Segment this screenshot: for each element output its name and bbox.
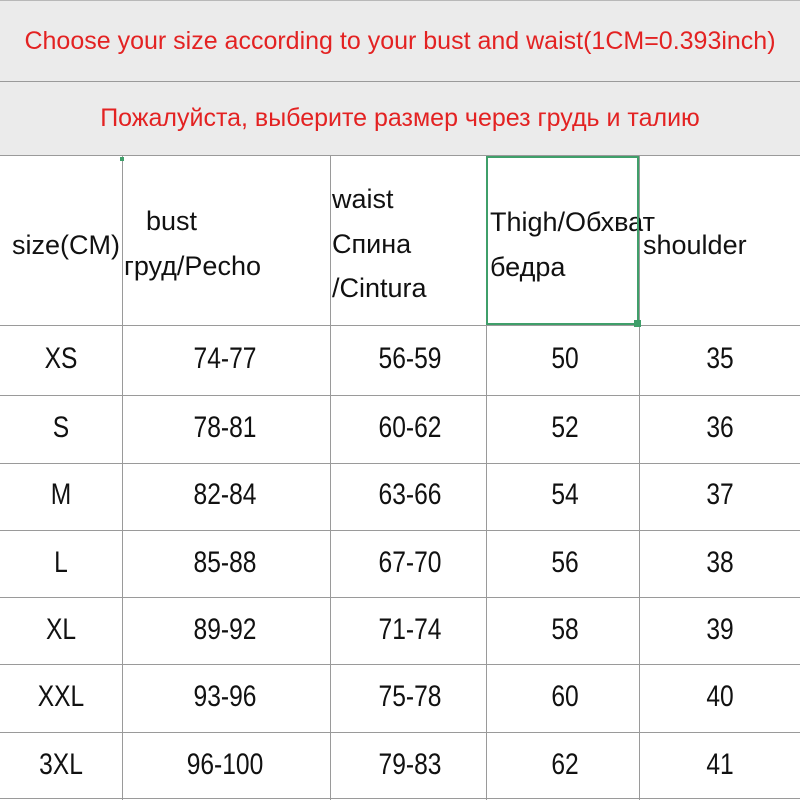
- cell-size: L: [54, 546, 68, 579]
- header-waist-line1: waist: [332, 184, 394, 214]
- cell-waist: 67-70: [378, 546, 442, 579]
- cell-shoulder: 35: [706, 342, 734, 375]
- banner-english-text: Choose your size according to your bust and waist(1CM=0.393inch): [24, 26, 776, 55]
- cell-thigh: 54: [551, 478, 579, 511]
- header-size: size(CM): [12, 230, 120, 260]
- cell-size: M: [50, 478, 72, 511]
- cell-waist: 63-66: [378, 478, 442, 511]
- cell-bust: 74-77: [193, 342, 257, 375]
- row-divider: [0, 798, 800, 799]
- column-divider: [330, 156, 331, 800]
- row-divider: [0, 395, 800, 396]
- header-bust-line1: bust: [146, 206, 198, 236]
- cell-size: XXL: [37, 680, 85, 713]
- cell-waist: 75-78: [378, 680, 442, 713]
- header-thigh-line2: бедра: [490, 252, 566, 282]
- cell-thigh: 60: [551, 680, 579, 713]
- cell-shoulder: 37: [706, 478, 734, 511]
- cell-shoulder: 38: [706, 546, 734, 579]
- row-divider: [0, 597, 800, 598]
- cell-bust: 89-92: [193, 613, 257, 646]
- cell-bust: 96-100: [186, 748, 264, 781]
- cell-waist: 56-59: [378, 342, 442, 375]
- banner-russian: [0, 82, 800, 156]
- cell-bust: 85-88: [193, 546, 257, 579]
- cell-thigh: 56: [551, 546, 579, 579]
- header-bust-line2: груд/Pecho: [124, 251, 261, 281]
- cell-thigh: 52: [551, 411, 579, 444]
- row-divider: [0, 732, 800, 733]
- cell-shoulder: 36: [706, 411, 734, 444]
- banner-russian-text: Пожалуйста, выберите размер через грудь и талию: [100, 104, 700, 132]
- cell-bust: 93-96: [193, 680, 257, 713]
- cell-size: XL: [45, 613, 77, 646]
- fill-handle[interactable]: [634, 320, 641, 327]
- cell-size: S: [52, 411, 70, 444]
- cell-thigh: 50: [551, 342, 579, 375]
- cell-waist: 60-62: [378, 411, 442, 444]
- column-divider: [122, 156, 123, 800]
- cell-waist: 71-74: [378, 613, 442, 646]
- cell-size: XS: [44, 342, 78, 375]
- header-shoulder: shoulder: [643, 230, 747, 260]
- cell-waist: 79-83: [378, 748, 442, 781]
- cell-bust: 82-84: [193, 478, 257, 511]
- row-divider: [0, 463, 800, 464]
- cell-bust: 78-81: [193, 411, 257, 444]
- cell-thigh: 62: [551, 748, 579, 781]
- cell-shoulder: 39: [706, 613, 734, 646]
- selected-cell-outline[interactable]: [486, 156, 639, 325]
- cell-shoulder: 41: [706, 748, 734, 781]
- cell-thigh: 58: [551, 613, 579, 646]
- row-divider: [0, 325, 800, 326]
- row-divider: [0, 530, 800, 531]
- cell-shoulder: 40: [706, 680, 734, 713]
- cell-size: 3XL: [39, 748, 83, 781]
- banner-english: [0, 0, 800, 82]
- header-waist-line3: /Cintura: [332, 273, 427, 303]
- column-divider: [639, 156, 640, 800]
- row-divider: [0, 664, 800, 665]
- header-thigh-line1: Thigh/Обхват: [490, 207, 655, 237]
- cell-marker: [120, 157, 124, 161]
- header-waist-line2: Спина: [332, 229, 412, 259]
